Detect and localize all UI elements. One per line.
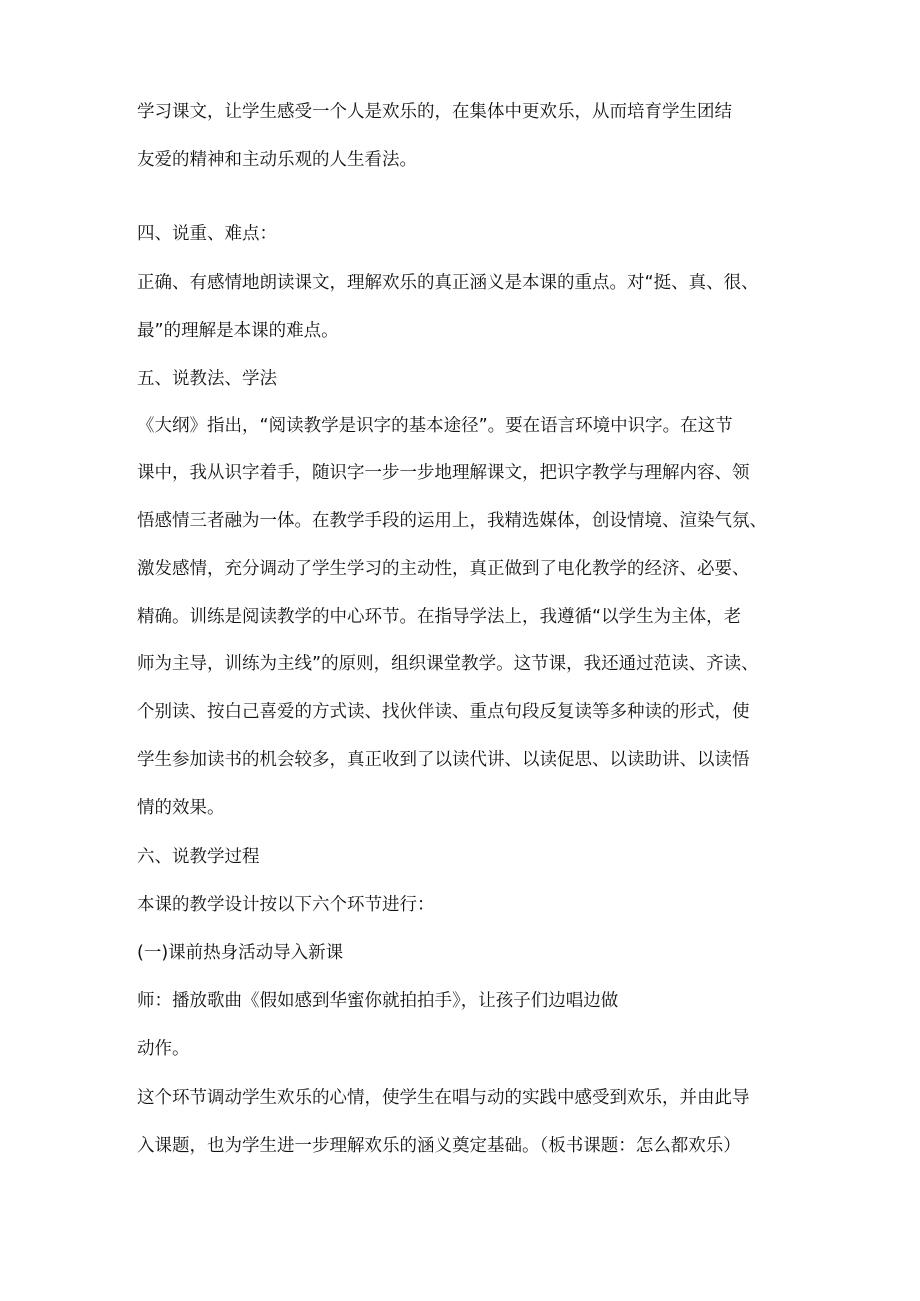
text-line: 师：播放歌曲《假如感到华蜜你就拍拍手》，让孩子们边唱边做 [137, 991, 619, 1011]
text-line: 学习课文，让学生感受一个人是欢乐的，在集体中更欢乐，从而培育学生团结 [137, 102, 732, 122]
text-line: 悟感情三者融为一体。在教学手段的运用上，我精选媒体，创设情境、渲染气氛、 [137, 511, 767, 531]
text-line: 激发感情，充分调动了学生学习的主动性，真正做到了电化教学的经济、必要、 [137, 559, 750, 579]
text-line: 本课的教学设计按以下六个环节进行： [137, 895, 435, 915]
text-line: 《大纲》指出，“阅读教学是识字的基本途径”。要在语言环境中识字。在这节 [137, 416, 733, 436]
text-line: 这个环节调动学生欢乐的心情，使学生在唱与动的实践中感受到欢乐，并由此导 [137, 1088, 750, 1108]
section-heading: 五、说教法、学法 [137, 369, 277, 389]
text-line: 入课题，也为学生进一步理解欢乐的涵义奠定基础。（板书课题：怎么都欢乐） [137, 1136, 741, 1156]
text-line: 最”的理解是本课的难点。 [137, 321, 339, 341]
text-line: 课中，我从识字着手，随识字一步一步地理解课文，把识字教学与理解内容、领 [137, 463, 750, 483]
text-line: 学生参加读书的机会较多，真正收到了以读代讲、以读促思、以读助讲、以读悟 [137, 750, 750, 770]
text-line: 情的效果。 [137, 798, 225, 818]
section-heading: 六、说教学过程 [137, 847, 260, 867]
text-line: 个别读、按白己喜爱的方式读、找伙伴读、重点句段反复读等多种读的形式，使 [137, 702, 750, 722]
sub-heading: (一)课前热身活动导入新课 [137, 943, 344, 963]
section-heading: 四、说重、难点： [137, 224, 277, 244]
text-line: 友爱的精神和主动乐观的人生看法。 [137, 150, 417, 170]
text-line: 正确、有感情地朗读课文，理解欢乐的真正涵义是本课的重点。对“挺、真、很、 [137, 273, 759, 293]
text-line: 师为主导，训练为主线”的原则，组织课堂教学。这节课，我还通过范读、齐读、 [137, 654, 759, 674]
text-line: 精确。训练是阅读教学的中心环节。在指导学法上，我遵循“以学生为主体，老 [137, 607, 742, 627]
text-line: 动作。 [137, 1039, 190, 1059]
